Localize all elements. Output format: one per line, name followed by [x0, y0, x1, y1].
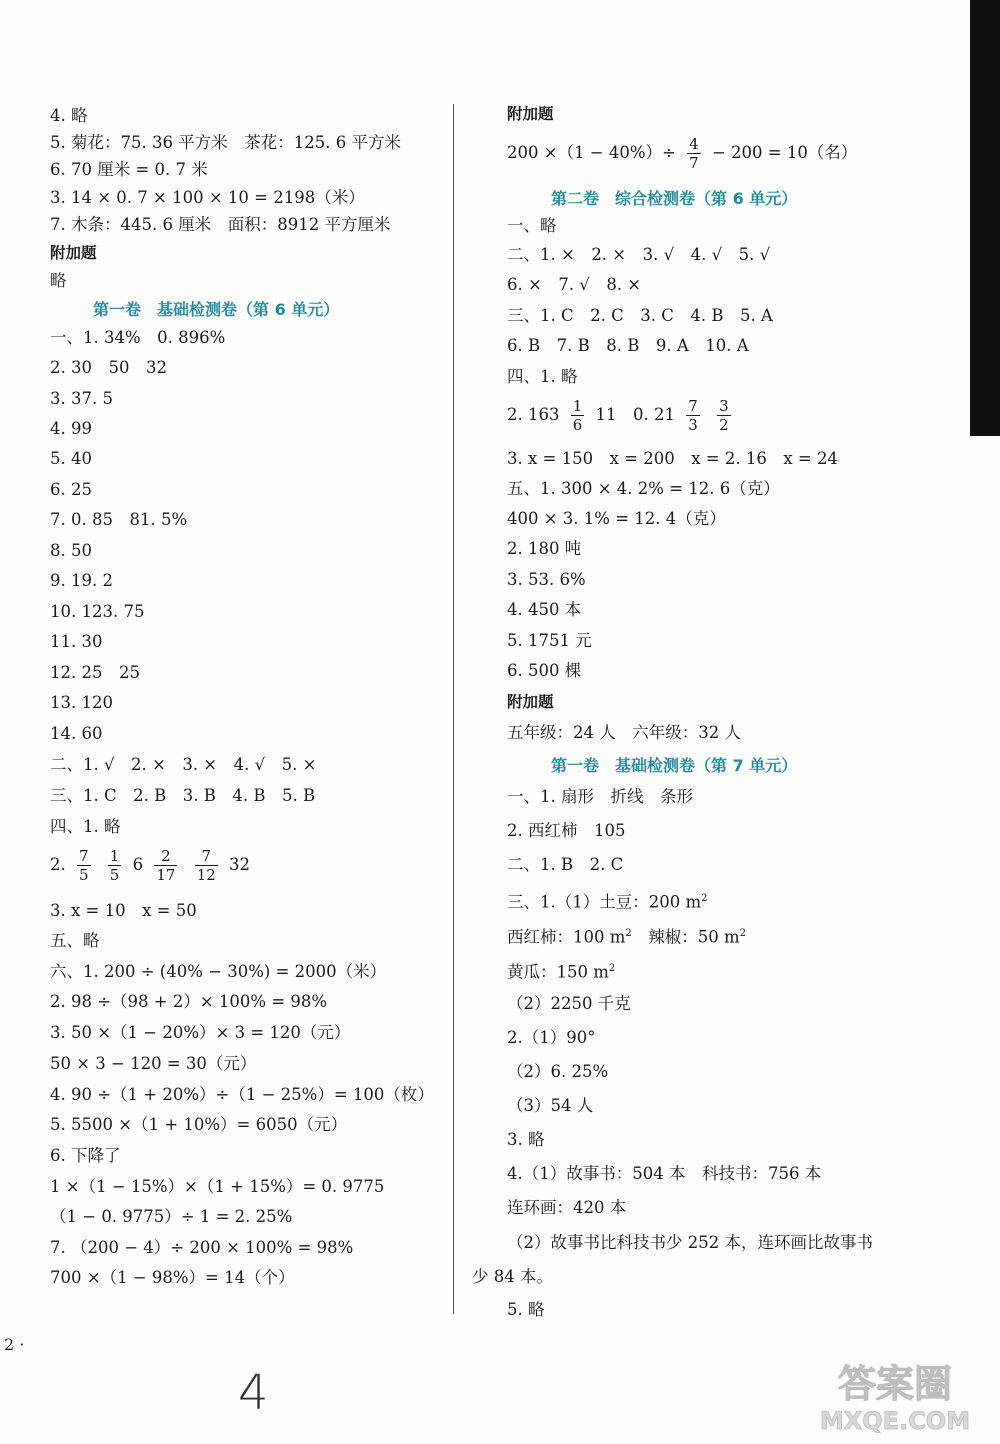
handwritten-mark: 4: [238, 1365, 269, 1421]
answer-line: 11. 30: [50, 632, 103, 651]
answer-line: 3. 略: [507, 1130, 545, 1149]
answer-line: [507, 959, 615, 983]
answer-line: 连环画：420 本: [507, 1198, 627, 1217]
answer-line: 五、略: [50, 931, 100, 950]
section-heading: 第二卷 综合检测卷（第 6 单元）: [551, 189, 798, 208]
answer-line: 一、略: [507, 216, 557, 235]
item-number: 2.: [50, 855, 66, 874]
denominator: 5: [109, 866, 120, 884]
answer-line: （2）2250 千克: [507, 994, 631, 1013]
answer-line: （2）6. 25%: [507, 1062, 609, 1081]
answer-line: 略: [50, 271, 67, 290]
answer-line: 5. 40: [50, 449, 92, 468]
answer-line: 3. x = 10 x = 50: [50, 901, 197, 920]
value: 32: [229, 855, 251, 874]
answer-line: 二、1. √ 2. × 3. × 4. √ 5. ×: [50, 755, 317, 774]
denominator: 17: [156, 866, 176, 884]
watermark-text-top: 答案圈: [837, 1362, 953, 1406]
answer-line: 5. 略: [507, 1300, 545, 1319]
denominator: 2: [719, 416, 729, 434]
page-number: 2 ·: [4, 1335, 25, 1354]
answer-line: 1 ×（1 − 15%）×（1 + 15%）= 0. 9775: [50, 1177, 385, 1196]
section-heading: 第一卷 基础检测卷（第 6 单元）: [93, 300, 340, 319]
answer-line: 50 × 3 − 120 = 30（元）: [50, 1054, 257, 1073]
answer-line: 8. 50: [50, 541, 92, 560]
denominator: 6: [572, 416, 583, 434]
answer-line: [507, 889, 708, 913]
answer-line: 6. 500 棵: [507, 661, 582, 680]
superscript: 2: [701, 893, 708, 904]
superscript: 2: [625, 928, 632, 939]
answer-text: 黄瓜：150 m: [507, 962, 609, 982]
fraction: [687, 135, 701, 172]
answer-line: 4. 99: [50, 419, 92, 438]
answer-line: 4. 90 ÷（1 + 20%）÷（1 − 25%）= 100（枚）: [50, 1085, 434, 1104]
answer-line: 少 84 本。: [472, 1267, 553, 1286]
section-label: 附加题: [50, 244, 97, 262]
answer-line: 3. 14 × 0. 7 × 100 × 10 = 2198（米）: [50, 188, 365, 207]
answer-line: 五、1. 300 × 4. 2% = 12. 6（克）: [507, 479, 780, 498]
answer-line: 6. 下降了: [50, 1146, 121, 1165]
answer-line: 6. 70 厘米 = 0. 7 米: [50, 160, 208, 179]
fraction: [77, 847, 91, 884]
answer-line: 4. 450 本: [507, 600, 582, 619]
fraction: [108, 847, 122, 884]
section-label: 附加题: [507, 693, 554, 711]
superscript: 2: [608, 963, 616, 974]
numerator: 3: [719, 397, 729, 415]
denominator: 12: [196, 866, 216, 884]
answer-line: 6. 25: [50, 480, 92, 499]
answer-line: 二、1. × 2. × 3. √ 4. √ 5. √: [507, 245, 771, 264]
page-edge-shadow: [970, 0, 1000, 436]
numerator: 4: [689, 135, 699, 153]
expression: 11 0. 21: [595, 405, 676, 424]
fraction-answer-line: [507, 135, 857, 172]
value: 6: [132, 855, 144, 874]
answer-line: 三、1. C 2. C 3. C 4. B 5. A: [507, 306, 773, 325]
answer-line: 12. 25 25: [50, 663, 140, 682]
answer-line: 9. 19. 2: [50, 571, 113, 590]
superscript: 2: [739, 928, 747, 939]
answer-line: 五年级：24 人 六年级：32 人: [507, 723, 741, 742]
denominator: 3: [688, 416, 698, 434]
answer-line: 13. 120: [50, 693, 113, 712]
answer-line: （3）54 人: [507, 1096, 594, 1115]
answer-line: 一、1. 扇形 折线 条形: [507, 787, 693, 806]
answer-line: 6. B 7. B 8. B 9. A 10. A: [507, 336, 749, 355]
answer-line: 7. 0. 85 81. 5%: [50, 510, 188, 529]
answer-line: 700 ×（1 − 98%）= 14（个）: [50, 1268, 295, 1287]
section-heading: 第一卷 基础检测卷（第 7 单元）: [551, 756, 798, 775]
numerator: 7: [79, 847, 89, 865]
answer-line: 7. （200 − 4）÷ 200 × 100% = 98%: [50, 1238, 354, 1257]
answer-line: [507, 924, 746, 948]
column-divider: [453, 104, 454, 1314]
numerator: 7: [688, 397, 698, 415]
fraction: [717, 397, 731, 434]
answer-line: 2. 30 50 32: [50, 358, 167, 377]
fraction-answer-line: [507, 397, 737, 434]
answer-line: 10. 123. 75: [50, 602, 145, 621]
section-label: 附加题: [507, 105, 554, 123]
answer-line: 2. 98 ÷（98 + 2）× 100% = 98%: [50, 992, 328, 1011]
numerator: 1: [572, 397, 583, 415]
answer-line: 六、1. 200 ÷ (40% − 30%) = 2000（米）: [50, 962, 387, 981]
fraction: [571, 397, 585, 434]
answer-line: 4.（1）故事书：504 本 科技书：756 本: [507, 1164, 822, 1183]
numerator: 2: [154, 847, 177, 866]
fraction: [195, 847, 218, 884]
answer-line: 三、1. C 2. B 3. B 4. B 5. B: [50, 786, 316, 805]
numerator: 1: [109, 847, 120, 865]
answer-line: 7. 木条：445. 6 厘米 面积：8912 平方厘米: [50, 215, 391, 234]
expression: 200 ×（1 − 40%）÷: [507, 143, 676, 162]
answer-line: 400 × 3. 1% = 12. 4（克）: [507, 509, 726, 528]
answer-line: 2.（1）90°: [507, 1028, 596, 1047]
answer-line: 14. 60: [50, 724, 103, 743]
fraction: [154, 847, 177, 884]
answer-line: 5. 菊花：75. 36 平方米 茶花：125. 6 平方米: [50, 133, 401, 152]
answer-line: 5. 5500 ×（1 + 10%）= 6050（元）: [50, 1115, 348, 1134]
denominator: 7: [689, 154, 699, 172]
numerator: 7: [195, 847, 218, 866]
expression: 2. 163: [507, 405, 560, 424]
answer-line: 3. 50 ×（1 − 20%）× 3 = 120（元）: [50, 1023, 351, 1042]
answer-line: 2. 西红柿 105: [507, 821, 626, 840]
answer-line: 3. x = 150 x = 200 x = 2. 16 x = 24: [507, 449, 838, 468]
denominator: 5: [79, 866, 89, 884]
answer-line: （2）故事书比科技书少 252 本，连环画比故事书: [507, 1233, 873, 1252]
answer-line: 一、1. 34% 0. 896%: [50, 328, 226, 347]
answer-line: 四、1. 略: [507, 367, 578, 386]
answer-line: 2. 180 吨: [507, 539, 582, 558]
answer-text: 辣椒：50 m: [631, 927, 740, 947]
answer-line: （1 − 0. 9775）÷ 1 = 2. 25%: [50, 1207, 293, 1226]
answer-line: 3. 53. 6%: [507, 570, 586, 589]
answer-line: 5. 1751 元: [507, 631, 592, 650]
answer-line: 4. 略: [50, 106, 88, 125]
answer-line: 二、1. B 2. C: [507, 855, 624, 874]
watermark-logo: [800, 1355, 990, 1435]
answer-line: 3. 37. 5: [50, 389, 113, 408]
fraction-answer-line: [50, 847, 250, 884]
fraction: [686, 397, 700, 434]
expression: − 200 = 10（名）: [711, 143, 858, 162]
answer-text: 西红柿：100 m: [507, 927, 626, 947]
answer-text: 三、1.（1）土豆：200 m: [507, 892, 702, 912]
answer-line: 四、1. 略: [50, 817, 121, 836]
watermark-text-bottom: MXQE.COM: [819, 1407, 971, 1435]
answer-line: 6. × 7. √ 8. ×: [507, 275, 642, 294]
